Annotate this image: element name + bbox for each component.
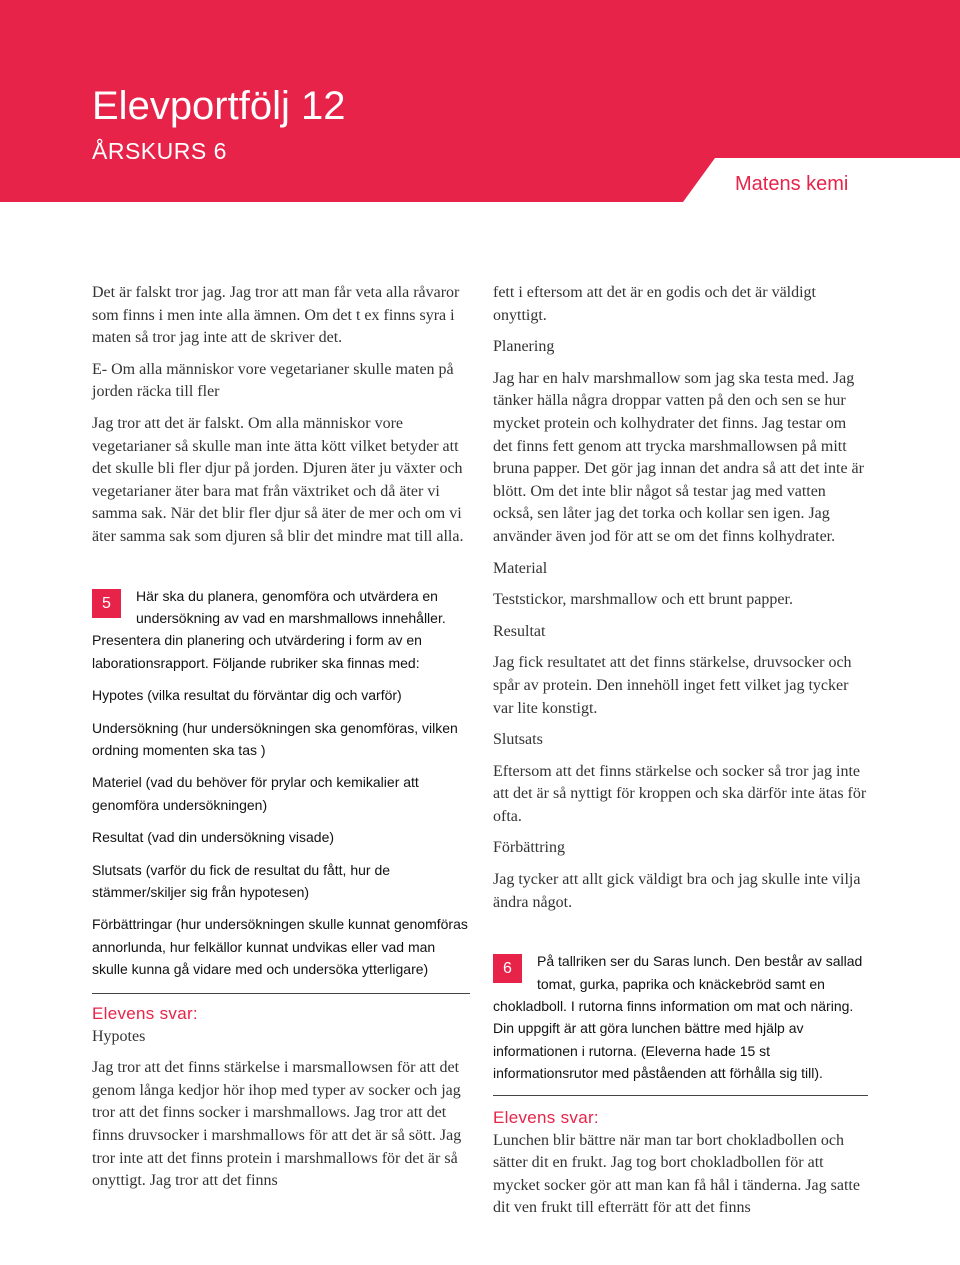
- task-5-text: Här ska du planera, genomföra och utvärdera en undersökning av vad en marshmallows innehåller. Presentera din planering och utvärdering i form av en laborationsrapport. Följande rubriker ska finnas med:: [92, 587, 446, 671]
- rubric-slutsats: Slutsats (varför du fick de resultat du fått, hur de stämmer/skiljer sig från hypotesen): [92, 861, 391, 900]
- answer-label: Elevens svar:: [493, 1107, 599, 1127]
- heading-slutsats: Slutsats: [493, 731, 543, 749]
- paragraph-resultat: Jag fick resultatet att det finns stärkelse, druvsocker och spår av protein. Den innehöll inget fett vilket jag tycker var lite konstigt.: [493, 654, 852, 717]
- paragraph-planering: Jag har en halv marshmallow som jag ska testa med. Jag tänker hälla några droppar vatten på den och sen se hur mycket protein och kolhydrater det finns. Jag testar om det finns fett genom att trycka marshmallowsen på mitt bruna papper. Det gör jag innan det andra så att det inte är blött. Om det inte blir något så testar jag med vatten också, sen låter jag det torka och kollar sen igen. Jag använder även jod för att se om det finns kolhydrater.: [493, 369, 864, 545]
- rubric-resultat: Resultat (vad din undersökning visade): [92, 829, 335, 846]
- rubric-materiel: Materiel (vad du behöver för prylar och kemikalier att genomföra undersökningen): [92, 774, 419, 813]
- heading-forbattring: Förbättring: [493, 839, 565, 857]
- heading-material: Material: [493, 559, 548, 577]
- paragraph-fett: fett i eftersom att det är en godis och det är väldigt onyttigt.: [493, 284, 816, 324]
- question-e: E- Om alla människor vore vegetarianer skulle maten på jorden räcka till fler: [92, 360, 454, 401]
- rubric-undersokning: Undersökning (hur undersökningen ska genomföras, vilken ordning momenten ska tas ): [92, 719, 458, 758]
- page-subtitle: ÅRSKURS 6: [92, 138, 227, 164]
- paragraph-material: Teststickor, marshmallow och ett brunt papper.: [493, 591, 793, 609]
- section-tab-label: Matens kemi: [735, 173, 849, 195]
- rubric-forbattringar: Förbättringar (hur undersökningen skulle kunnat genomföras annorlunda, hur felkällor kunnat undvikas eller vad man skulle kunna gå vidare med och undersöka ytterligare): [92, 916, 468, 978]
- paragraph-falskt: Det är falskt tror jag. Jag tror att man får veta alla råvaror som finns i men inte alla ämnen. Om det t ex finns syra i maten så tror jag inte att de skriver det.: [92, 284, 460, 347]
- right-column: [493, 282, 868, 1220]
- task-5: [92, 585, 470, 675]
- heading-planering: Planering: [493, 338, 555, 356]
- paragraph-vegetarianer: Jag tror att det är falskt. Om alla människor vore vegetarianer så skulle man inte ätta kött vilket betyder att det skulle bli fler djur på jorden. Djuren äter ju växter och vegetarianer äter bara mat från växtriket och då äter vi samma sak. När det blir fler djur så äter de mer och om vi äter samma sak som djuren så blir det mindre mat till alla.: [92, 414, 464, 545]
- page-title: Elevportfölj 12: [92, 84, 346, 128]
- rubric-hypotes: Hypotes (vilka resultat du förväntar dig och varför): [92, 687, 402, 704]
- paragraph-slutsats: Eftersom att det finns stärkelse och socker så tror jag inte att det är så nyttigt för kroppen och ska därför inte ätas för ofta.: [493, 762, 867, 825]
- heading-hypotes: Hypotes: [92, 1027, 146, 1045]
- paragraph-svar: Lunchen blir bättre när man tar bort chokladbollen och sätter dit en frukt. Jag tog bort chokladbollen för att mycket socker gör att man kan få hål i tänderna. Jag satte dit ven frukt till efterrätt för att det finns: [493, 1131, 860, 1217]
- task-6-text: På tallriken ser du Saras lunch. Den består av sallad tomat, gurka, paprika och knäckebröd samt en chokladboll. I rutorna finns information om mat och näring. Din uppgift är att göra lunchen bättre med hjälp av informationen i rutorna. (Eleverna hade 15 st informationsrutor med påståenden att förhålla sig till).: [493, 953, 863, 1082]
- task-5-number: 5: [92, 589, 121, 618]
- answer-label: Elevens svar:: [92, 1003, 198, 1023]
- left-column: [92, 282, 470, 1193]
- task-6: [493, 950, 868, 1084]
- task-6-number: 6: [493, 954, 522, 983]
- paragraph-hypotes: Jag tror att det finns stärkelse i marsmallowsen för att det genom långa kedjor hör ihop med typer av socker och jag tror att det finns socker i marshmallows. Jag tror att det finns druvsocker i marshmallows för att det är så sött. Jag tror inte att det finns protein i marshmallows för det är så onyttigt. Jag tror att det finns: [92, 1059, 462, 1190]
- heading-resultat: Resultat: [493, 622, 546, 640]
- paragraph-forbattring: Jag tycker att allt gick väldigt bra och jag skulle inte vilja ändra något.: [493, 871, 861, 911]
